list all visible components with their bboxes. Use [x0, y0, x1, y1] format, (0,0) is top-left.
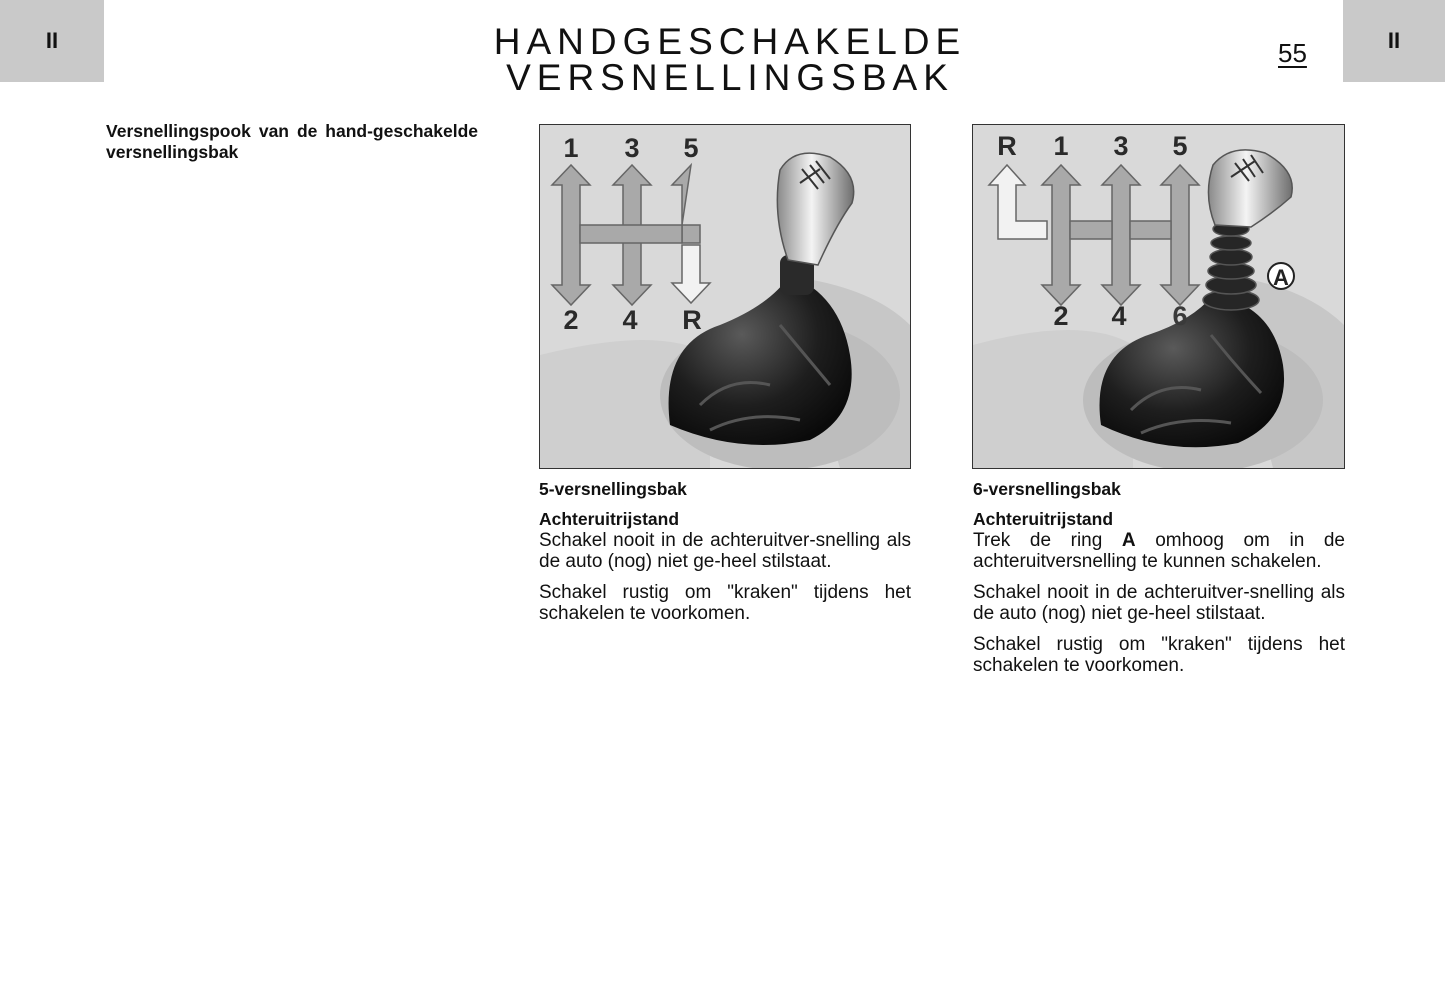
neutral-bar — [580, 225, 682, 243]
neutral-bar-right — [1130, 221, 1171, 239]
neutral-bar-left — [1070, 221, 1112, 239]
ring-a-label: A — [1273, 265, 1289, 290]
section-5-title: 5-versnellingsbak — [539, 479, 687, 499]
section-6-title: 6-versnellingsbak — [973, 479, 1121, 499]
chapter-tab-left — [0, 0, 104, 82]
gear-label-3: 3 — [624, 133, 640, 163]
gear-label-r: R — [682, 305, 702, 335]
section-6-para2: Schakel nooit in de achteruitver-snelling als de auto (nog) niet ge-heel stilstaat. — [973, 582, 1345, 624]
chapter-tab-right-label: II — [1387, 28, 1401, 53]
gear-label-1: 1 — [563, 133, 579, 163]
page-title — [400, 21, 1060, 98]
sidebar-heading: Versnellingspook van de hand-geschakelde versnellingsbak — [106, 121, 478, 162]
figure-6-speed-illustration — [973, 125, 1344, 468]
gear-label-1: 1 — [1053, 131, 1069, 161]
section-6-para1-before: Trek de ring — [973, 530, 1122, 551]
gear-label-r: R — [997, 131, 1017, 161]
chapter-tab-right — [1343, 0, 1445, 82]
shift-pattern-arrows — [1042, 165, 1199, 305]
gear-label-4: 4 — [622, 305, 638, 335]
gear-label-5: 5 — [1172, 131, 1188, 161]
gear-label-6: 6 — [1172, 301, 1188, 331]
page-title-line1: HANDGESCHAKELDE — [493, 21, 967, 62]
section-5-subtitle: Achteruitrijstand — [539, 509, 680, 529]
page-number: 55 — [1278, 38, 1307, 68]
section-6-speed — [973, 478, 1345, 686]
section-6-para1-ring: A — [1121, 530, 1136, 551]
gear-label-2: 2 — [1053, 301, 1069, 331]
figure-5-speed-illustration — [540, 125, 910, 468]
section-5-para1: Schakel nooit in de achteruitver-snelling als de auto (nog) niet ge-heel stilstaat. — [539, 530, 911, 572]
figure-5-speed-gearbox — [539, 124, 911, 469]
gear-label-2: 2 — [563, 305, 579, 335]
section-6-subtitle: Achteruitrijstand — [973, 509, 1114, 529]
gear-label-5: 5 — [683, 133, 699, 163]
section-5-speed — [539, 478, 911, 634]
section-6-para3: Schakel rustig om "kraken" tijdens het schakelen te voorkomen. — [973, 634, 1345, 676]
page-title-line2: VERSNELLINGSBAK — [506, 57, 954, 98]
figure-6-speed-gearbox — [972, 124, 1345, 469]
section-6-para1 — [973, 530, 1345, 572]
section-6-para1-after: omhoog om in de achteruitversnelling te kunnen schakelen. — [973, 530, 1346, 572]
chapter-tab-left-label: II — [45, 28, 59, 53]
section-5-para2: Schakel rustig om "kraken" tijdens het schakelen te voorkomen. — [539, 582, 911, 624]
gear-label-3: 3 — [1113, 131, 1129, 161]
gear-label-4: 4 — [1111, 301, 1127, 331]
